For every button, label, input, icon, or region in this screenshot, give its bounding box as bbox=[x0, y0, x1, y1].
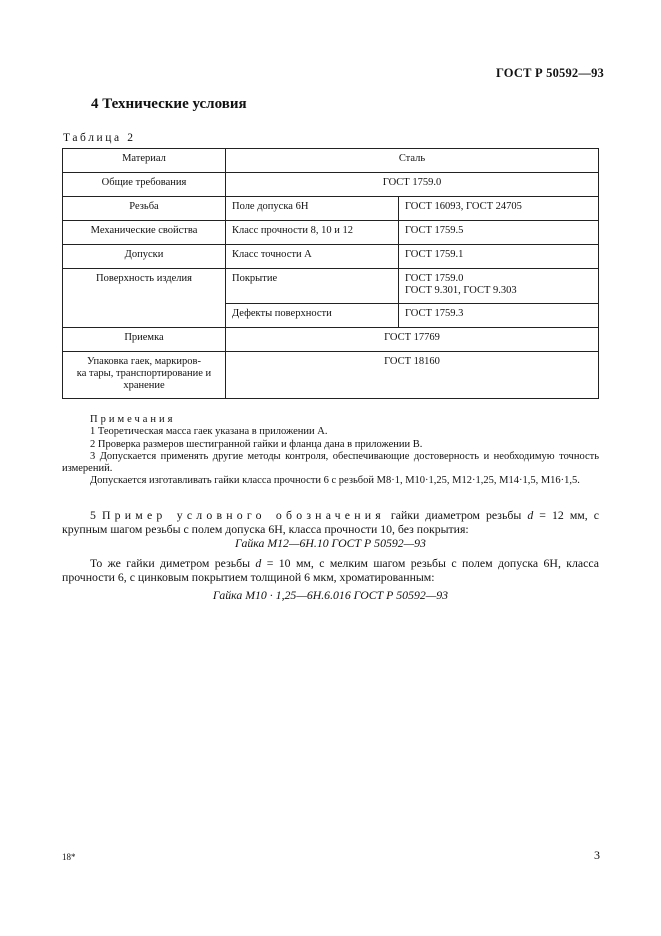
diameter-symbol: d bbox=[527, 508, 534, 522]
example-number: 5 bbox=[90, 508, 96, 522]
example-text-2-cont: = 10 мм, с мелким шагом резьбы с полем допуска 6Н, класса прочности 6, с цинковым покрытием толщиной 6 мкм, хроматированным: bbox=[62, 556, 599, 584]
table-row bbox=[63, 173, 599, 197]
row-sub-thread: Поле допуска 6Н bbox=[226, 197, 399, 221]
document-code-header: ГОСТ Р 50592—93 bbox=[495, 66, 604, 80]
example-text-1: гайки диаметром резьбы bbox=[390, 508, 522, 522]
row-value-defects: ГОСТ 1759.3 bbox=[399, 304, 599, 328]
row-label-mechanical: Механические свойства bbox=[63, 221, 226, 245]
row-label-acceptance: Приемка bbox=[63, 328, 226, 352]
row-value-tolerances: ГОСТ 1759.1 bbox=[399, 245, 599, 269]
table-row bbox=[63, 269, 599, 304]
table-row bbox=[63, 149, 599, 173]
row-label-tolerances: Допуски bbox=[63, 245, 226, 269]
row-value-packing: ГОСТ 18160 bbox=[226, 352, 599, 399]
notes-block bbox=[62, 414, 599, 488]
table-row bbox=[63, 352, 599, 399]
table-row bbox=[63, 328, 599, 352]
note-3: 3 Допускается применять другие методы контроля, обеспечивающие достоверность и необходимую точность измерений. bbox=[62, 450, 599, 475]
row-label-thread: Резьба bbox=[63, 197, 226, 221]
row-sub-defects: Дефекты поверхности bbox=[226, 304, 399, 328]
diameter-symbol: d bbox=[255, 556, 262, 570]
row-value-coating bbox=[399, 269, 599, 304]
example-text-1-cont: = 12 мм, с крупным шагом резьбы с полем допуска 6Н, класса прочности 10, без покрытия: bbox=[62, 508, 599, 536]
row-value-material: Сталь bbox=[226, 149, 599, 173]
example-paragraph-1 bbox=[62, 508, 599, 536]
coating-standard-1: ГОСТ 1759.0 bbox=[405, 273, 464, 284]
row-sub-mechanical: Класс прочности 8, 10 и 12 bbox=[226, 221, 399, 245]
table-caption: Таблица 2 bbox=[63, 132, 136, 144]
page-number: 3 bbox=[594, 848, 600, 862]
row-label-general: Общие требования bbox=[63, 173, 226, 197]
row-label-material: Материал bbox=[63, 149, 226, 173]
specifications-table bbox=[62, 148, 599, 399]
footer-signature-mark: 18* bbox=[62, 852, 76, 862]
notes-title: Примечания bbox=[90, 414, 176, 425]
note-1: 1 Теоретическая масса гаек указана в приложении А. bbox=[90, 426, 328, 438]
designation-formula-1: Гайка М12—6Н.10 ГОСТ Р 50592—93 bbox=[235, 536, 426, 550]
designation-example bbox=[62, 508, 599, 602]
packing-label-line-1: Упаковка гаек, маркиров- bbox=[87, 356, 201, 367]
table-row bbox=[63, 197, 599, 221]
packing-label-line-3: хранение bbox=[123, 380, 165, 391]
note-2: 2 Проверка размеров шестигранной гайки и фланца дана в приложении В. bbox=[90, 438, 423, 450]
example-text-2: То же гайки диметром резьбы bbox=[90, 556, 251, 570]
row-sub-tolerances: Класс точности А bbox=[226, 245, 399, 269]
row-value-acceptance: ГОСТ 17769 bbox=[226, 328, 599, 352]
table-row bbox=[63, 245, 599, 269]
example-heading: Пример условного обозначения bbox=[101, 508, 385, 522]
row-value-general: ГОСТ 1759.0 bbox=[226, 173, 599, 197]
packing-label-line-2: ка тары, транспортирование и bbox=[76, 368, 212, 379]
row-sub-coating: Покрытие bbox=[226, 269, 399, 304]
table-row bbox=[63, 221, 599, 245]
row-label-surface: Поверхность изделия bbox=[63, 269, 226, 328]
note-4: Допускается изготавливать гайки класса прочности 6 с резьбой М8·1, М10·1,25, М12·1,25, М14·1,5, М16·1,5. bbox=[90, 475, 580, 487]
example-paragraph-2 bbox=[62, 556, 599, 584]
row-value-mechanical: ГОСТ 1759.5 bbox=[399, 221, 599, 245]
row-label-packing bbox=[63, 352, 226, 399]
designation-formula-2: Гайка М10 · 1,25—6Н.6.016 ГОСТ Р 50592—93 bbox=[212, 588, 449, 602]
section-title: 4 Технические условия bbox=[91, 96, 247, 112]
row-value-thread: ГОСТ 16093, ГОСТ 24705 bbox=[399, 197, 599, 221]
coating-standard-2: ГОСТ 9.301, ГОСТ 9.303 bbox=[405, 285, 517, 296]
